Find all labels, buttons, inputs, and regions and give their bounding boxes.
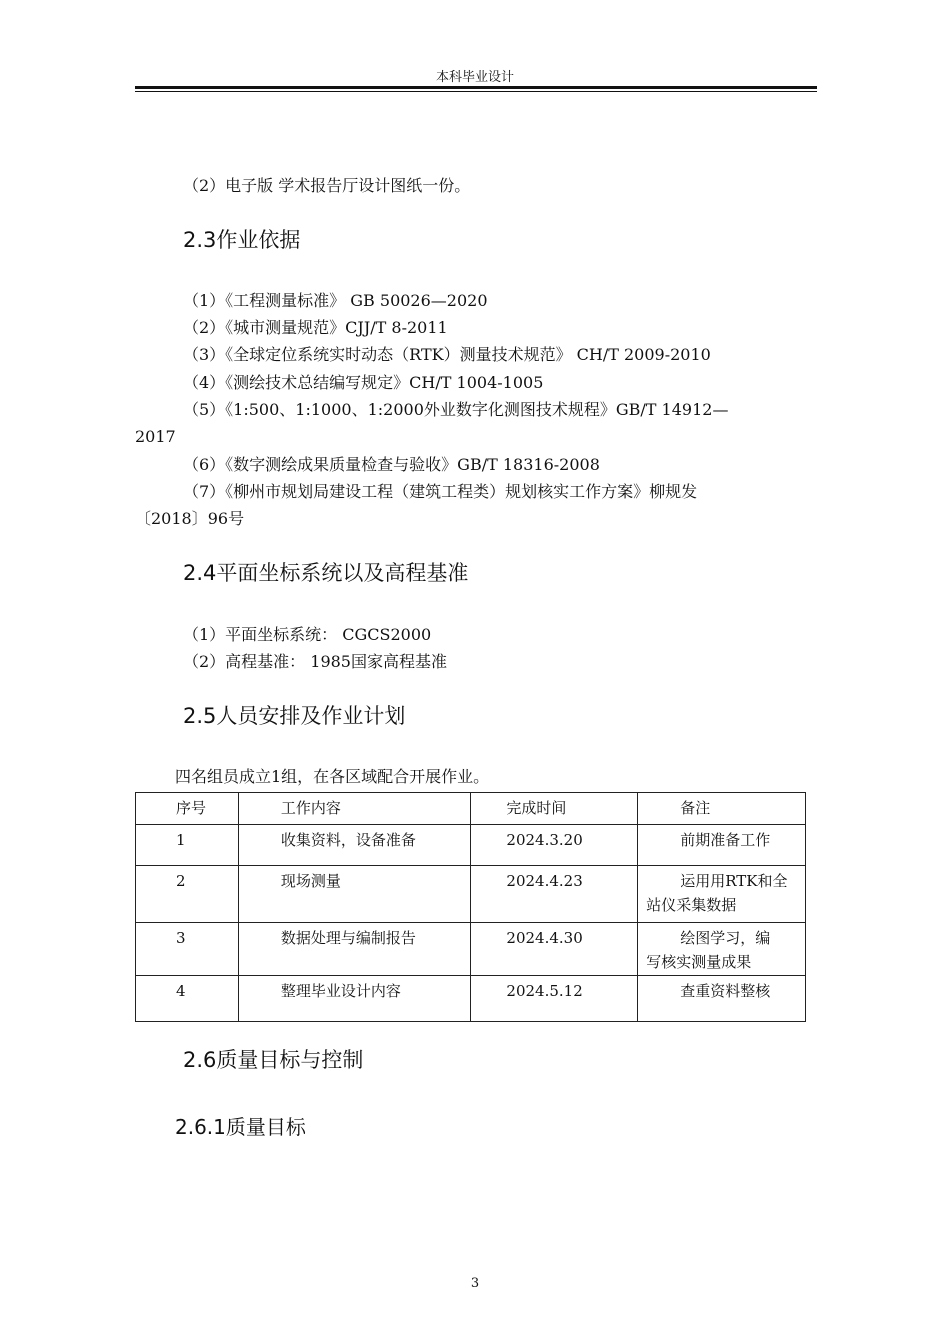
- remark-line-2: 写核实测量成果: [646, 953, 752, 971]
- section-2-6-1-title: 2.6.1质量目标: [175, 1115, 306, 1139]
- coord-item-1: （1）平面坐标系统： CGCS2000: [183, 625, 432, 644]
- remark-line-1: 运用用RTK和全: [680, 872, 788, 890]
- basis-item-4: （4）《测绘技术总结编写规定》CH/T 1004-1005: [183, 373, 544, 392]
- basis-item-2: （2）《城市测量规范》CJJ/T 8-2011: [183, 318, 448, 337]
- table-cell: 2024.4.23: [471, 866, 638, 923]
- section-2-5-title: 2.5人员安排及作业计划: [183, 704, 406, 728]
- section-2-4-title: 2.4平面坐标系统以及高程基准: [183, 561, 469, 585]
- table-cell: [638, 866, 806, 923]
- remark-line-1: 查重资料整核: [680, 982, 771, 1000]
- table-cell: [638, 976, 806, 1022]
- table-cell: 2024.4.30: [471, 923, 638, 976]
- basis-item-5-cont: 2017: [135, 427, 176, 446]
- basis-item-6: （6）《数字测绘成果质量检查与验收》GB/T 18316-2008: [183, 455, 600, 474]
- header-cell: 工作内容: [238, 793, 471, 825]
- table-cell: 4: [136, 976, 239, 1022]
- table-row: [136, 923, 806, 976]
- table-cell: 收集资料，设备准备: [238, 825, 471, 866]
- table-row: [136, 825, 806, 866]
- table-cell: 现场测量: [238, 866, 471, 923]
- basis-item-7: （7）《柳州市规划局建设工程（建筑工程类）规划核实工作方案》柳规发: [183, 482, 698, 501]
- section-2-3-title: 2.3作业依据: [183, 228, 301, 252]
- table-cell: 数据处理与编制报告: [238, 923, 471, 976]
- table-cell: [638, 825, 806, 866]
- table-cell: 2: [136, 866, 239, 923]
- table-row: [136, 866, 806, 923]
- basis-item-3: （3）《全球定位系统实时动态（RTK）测量技术规范》 CH/T 2009-2010: [183, 345, 711, 364]
- table-cell: [638, 923, 806, 976]
- remark-line-1: 绘图学习，编: [680, 929, 771, 947]
- table-cell: 1: [136, 825, 239, 866]
- intro-line: （2）电子版 学术报告厅设计图纸一份。: [183, 176, 471, 195]
- page-number: 3: [470, 1276, 480, 1291]
- header-cell-text: 备注: [680, 799, 711, 817]
- remark-line-2: 站仪采集数据: [646, 896, 737, 914]
- header-rule-thin: [135, 91, 817, 92]
- basis-item-7-cont: 〔2018〕96号: [135, 509, 245, 528]
- header-cell: [638, 793, 806, 825]
- table-row: [136, 976, 806, 1022]
- table-cell: 2024.3.20: [471, 825, 638, 866]
- remark-line-1: 前期准备工作: [680, 831, 771, 849]
- table-cell: 2024.5.12: [471, 976, 638, 1022]
- header-cell: 完成时间: [471, 793, 638, 825]
- coord-item-2: （2）高程基准： 1985国家高程基准: [183, 652, 447, 671]
- header-cell: 序号: [136, 793, 239, 825]
- basis-item-5: （5）《1:500、1:1000、1:2000外业数字化测图技术规程》GB/T 14912—: [183, 400, 729, 419]
- basis-item-1: （1）《工程测量标准》 GB 50026—2020: [183, 291, 488, 310]
- table-cell: 3: [136, 923, 239, 976]
- section-2-6-title: 2.6质量目标与控制: [183, 1048, 364, 1072]
- header-rule: [135, 86, 817, 89]
- team-intro: 四名组员成立1组，在各区域配合开展作业。: [175, 767, 490, 786]
- running-header: 本科毕业设计: [435, 70, 514, 85]
- work-plan-table: [135, 792, 806, 1022]
- table-cell: 整理毕业设计内容: [238, 976, 471, 1022]
- table-header-row: [136, 793, 806, 825]
